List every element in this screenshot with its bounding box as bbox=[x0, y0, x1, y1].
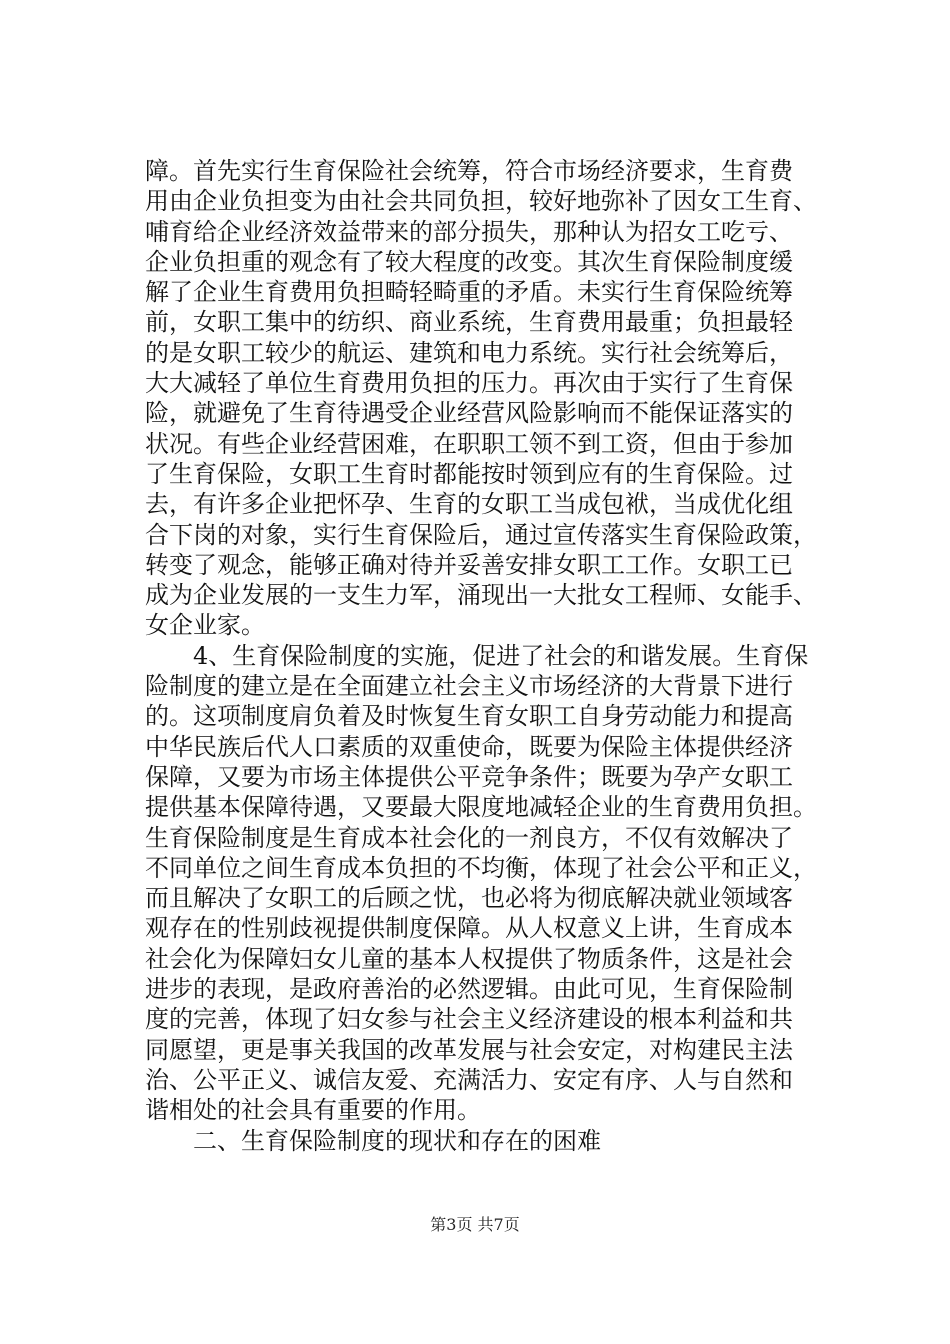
text-line: 险，就避免了生育待遇受企业经营风险影响而不能保证落实的 bbox=[145, 399, 793, 428]
text-line: 治、公平正义、诚信友爱、充满活力、安定有序、人与自然和 bbox=[145, 1065, 793, 1094]
text-line: 转变了观念，能够正确对待并妥善安排女职工工作。女职工已 bbox=[145, 550, 793, 579]
text-line: 险制度的建立是在全面建立社会主义市场经济的大背景下进行 bbox=[145, 672, 793, 701]
text-line: 哺育给企业经济效益带来的部分损失，那种认为招女工吃亏、 bbox=[145, 217, 793, 246]
text-line: 保障，又要为市场主体提供公平竞争条件；既要为孕产女职工 bbox=[145, 762, 793, 791]
section-heading: 二、生育保险制度的现状和存在的困难 bbox=[145, 1126, 601, 1155]
text-line: 解了企业生育费用负担畸轻畸重的矛盾。未实行生育保险统筹 bbox=[145, 278, 793, 307]
text-line: 生育保险制度是生育成本社会化的一剂良方，不仅有效解决了 bbox=[145, 823, 793, 852]
text-line: 同愿望，更是事关我国的改革发展与社会安定，对构建民主法 bbox=[145, 1035, 793, 1064]
text-line: 障。首先实行生育保险社会统筹，符合市场经济要求，生育费 bbox=[145, 157, 793, 185]
text-line: 前，女职工集中的纺织、商业系统，生育费用最重；负担最轻 bbox=[145, 308, 793, 337]
body-text bbox=[145, 156, 825, 1156]
text-line: 观存在的性别歧视提供制度保障。从人权意义上讲，生育成本 bbox=[145, 914, 793, 943]
text-line: 而且解决了女职工的后顾之忧，也必将为彻底解决就业领域客 bbox=[145, 884, 793, 913]
text-line: 度的完善，体现了妇女参与社会主义经济建设的根本利益和共 bbox=[145, 1005, 793, 1034]
text-line: 大大减轻了单位生育费用负担的压力。再次由于实行了生育保 bbox=[145, 369, 793, 398]
text-line: 了生育保险，女职工生育时都能按时领到应有的生育保险。过 bbox=[145, 459, 793, 488]
text-line: 企业负担重的观念有了较大程度的改变。其次生育保险制度缓 bbox=[145, 247, 793, 276]
text-line: 社会化为保障妇女儿童的基本人权提供了物质条件，这是社会 bbox=[145, 944, 793, 973]
text-line: 中华民族后代人口素质的双重使命，既要为保险主体提供经济 bbox=[145, 732, 793, 761]
text-line: 女企业家。 bbox=[145, 611, 265, 640]
text-line: 进步的表现，是政府善治的必然逻辑。由此可见，生育保险制 bbox=[145, 975, 793, 1004]
text-line: 成为企业发展的一支生力军，涌现出一大批女工程师、女能手、 bbox=[145, 581, 817, 610]
text-line: 谐相处的社会具有重要的作用。 bbox=[145, 1096, 481, 1125]
text-line: 不同单位之间生育成本负担的不均衡，体现了社会公平和正义， bbox=[145, 853, 817, 882]
text-line: 4、生育保险制度的实施，促进了社会的和谐发展。生育保 bbox=[145, 641, 809, 670]
text-line: 用由企业负担变为由社会共同负担，较好地弥补了因女工生育、 bbox=[145, 187, 817, 216]
text-line: 合下岗的对象，实行生育保险后，通过宣传落实生育保险政策， bbox=[145, 520, 817, 549]
text-line: 的。这项制度肩负着及时恢复生育女职工自身劳动能力和提高 bbox=[145, 702, 793, 731]
text-line: 提供基本保障待遇，又要最大限度地减轻企业的生育费用负担。 bbox=[145, 793, 817, 822]
text-line: 去，有许多企业把怀孕、生育的女职工当成包袱，当成优化组 bbox=[145, 490, 793, 519]
text-line: 的是女职工较少的航运、建筑和电力系统。实行社会统筹后， bbox=[145, 338, 793, 367]
page-footer: 第3页 共7页 bbox=[430, 1215, 520, 1234]
text-line: 状况。有些企业经营困难，在职职工领不到工资，但由于参加 bbox=[145, 429, 793, 458]
